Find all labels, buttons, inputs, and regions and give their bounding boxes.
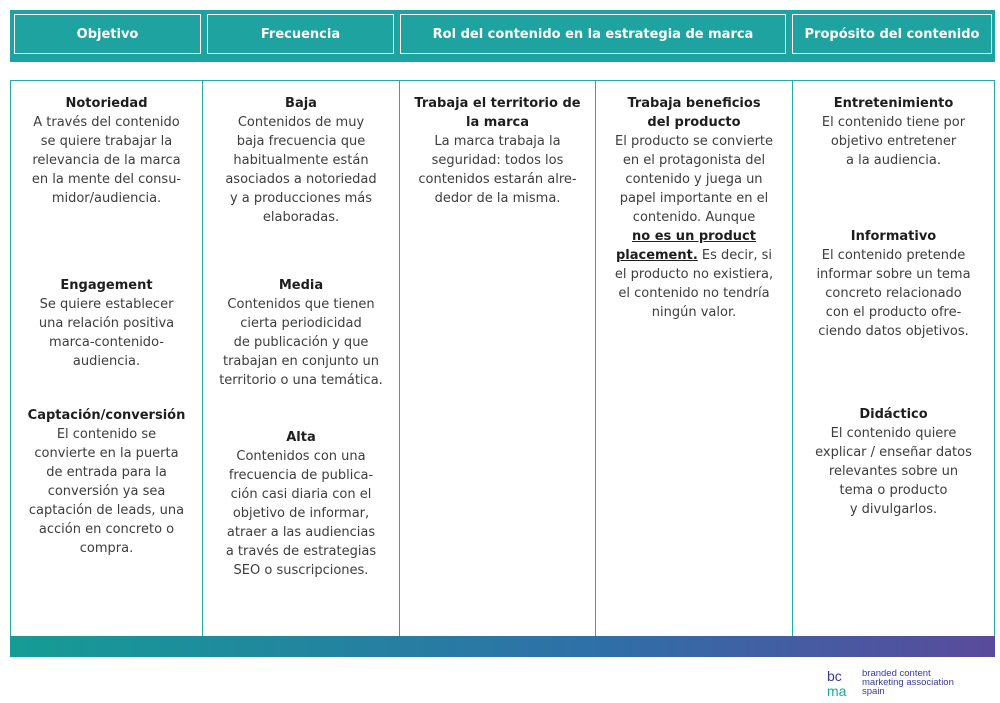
text-line: La marca trabaja la [434,134,561,149]
underlined-phrase: no es un product [632,229,756,244]
cell-title: Trabaja el territorio de [414,96,581,111]
cell-didactico [793,405,994,519]
text-line: tema o producto [839,483,948,498]
text-line: ciendo datos objetivos. [818,324,969,339]
text-line: A través del contenido [33,115,180,130]
header-objetivo: Objetivo [14,14,201,54]
cell-title: Captación/conversión [27,408,186,423]
text-line: el contenido no tendría [618,286,770,301]
text-line: y a producciones más [229,191,373,206]
text-line: Se quiere establecer [39,297,174,312]
cell-beneficios [596,94,792,322]
text-line: asociados a notoriedad [225,172,377,187]
table-header [10,10,995,62]
text-line: marca-contenido- [49,335,164,350]
text-line: de publicación y que [233,335,369,350]
text-line: el producto no existiera, [614,267,774,282]
text-line: relevancia de la marca [32,153,181,168]
cell-title: Entretenimiento [833,96,954,111]
cell-alta [203,428,399,580]
cell-title: del producto [647,115,741,130]
text-line: explicar / enseñar datos [815,445,972,460]
column-rol-territorio [399,81,595,636]
text-line: El contenido tiene por [821,115,966,130]
logo-line: spain [862,686,885,697]
logo-mark-top: bc [827,668,842,684]
text-line: con el producto ofre- [825,305,962,320]
text-line: compra. [79,541,134,556]
cell-title: Informativo [850,229,937,244]
bcma-logo-icon [826,668,852,698]
cell-baja [203,94,399,227]
text-line: audiencia. [72,354,141,369]
text-line [610,246,778,265]
text-line: cierta periodicidad [240,316,362,331]
cell-notoriedad [11,94,202,208]
content-table [10,80,995,636]
text-line: a través de estrategias [225,544,377,559]
logo-line: marketing association [862,677,954,688]
footer-gradient-band [10,636,995,657]
logo-wordmark [862,669,954,696]
text-line: y divulgarlos. [849,502,938,517]
text-line: objetivo entretener [830,134,957,149]
cell-media [203,276,399,390]
column-frecuencia [202,81,399,636]
text-line: objetivo de informar, [232,506,370,521]
text-line: informar sobre un tema [816,267,971,282]
text-line: contenidos estarán alre- [418,172,577,187]
cell-title: Trabaja beneficios [627,96,761,111]
text-line: El contenido pretende [821,248,966,263]
text-line: contenido y juega un [625,172,763,187]
text-line: contenido. Aunque [632,210,756,225]
text-line: baja frecuencia que [236,134,366,149]
cell-title: Didáctico [859,407,928,422]
text-line: captación de leads, una [28,503,185,518]
underlined-phrase: placement. [615,248,698,263]
text-line: concreto relacionado [825,286,962,301]
text-line: Contenidos que tienen [227,297,375,312]
header-rol: Rol del contenido en la estrategia de marca [400,14,786,54]
text-line: El producto se convierte [614,134,774,149]
cell-territorio [400,94,595,208]
text-line: relevantes sobre un [828,464,959,479]
text-line: habitualmente están [233,153,369,168]
column-objetivo [11,81,202,636]
text-line: El contenido se [56,427,157,442]
text-line: Contenidos con una [236,449,366,464]
text-line: trabajan en conjunto un [222,354,380,369]
text-line: en la mente del consu- [31,172,182,187]
text-line: acción en concreto o [38,522,175,537]
cell-engagement [11,276,202,371]
text-line: seguridad: todos los [431,153,564,168]
cell-title: Media [278,278,324,293]
cell-informativo [793,227,994,341]
text-line: en el protagonista del [622,153,766,168]
column-rol-beneficios [595,81,792,636]
text-line: El contenido quiere [830,426,957,441]
text-line: se quiere trabajar la [40,134,173,149]
text-line: dedor de la misma. [434,191,561,206]
text-line: elaboradas. [262,210,340,225]
text-line: atraer a las audiencias [226,525,376,540]
cell-title: Engagement [60,278,153,293]
text-line: SEO o suscripciones. [233,563,369,578]
cell-title: Baja [285,96,317,111]
header-frecuencia: Frecuencia [207,14,394,54]
text-fragment: Es decir, si [697,248,773,263]
cell-captacion [11,406,202,558]
text-line: a la audiencia. [846,153,941,168]
cell-title: Alta [286,430,316,445]
column-proposito [792,81,994,636]
text-line: ción casi diaria con el [230,487,372,502]
logo-mark-bottom: ma [827,683,847,698]
text-line: midor/audiencia. [51,191,162,206]
cell-title: Notoriedad [65,96,148,111]
cell-entretenimiento [793,94,994,170]
text-line: ningún valor. [651,305,737,320]
text-line: conversión ya sea [47,484,166,499]
logo-line: branded content [862,668,931,679]
header-proposito: Propósito del contenido [792,14,992,54]
text-line: de entrada para la [46,465,167,480]
cell-title: la marca [466,115,529,130]
text-line: Contenidos de muy [237,115,365,130]
text-line: papel importante en el [619,191,769,206]
text-line: frecuencia de publica- [228,468,374,483]
text-line: una relación positiva [38,316,175,331]
text-line: territorio o una temática. [219,373,383,388]
bcma-logo [826,668,986,698]
text-line: convierte en la puerta [34,446,179,461]
